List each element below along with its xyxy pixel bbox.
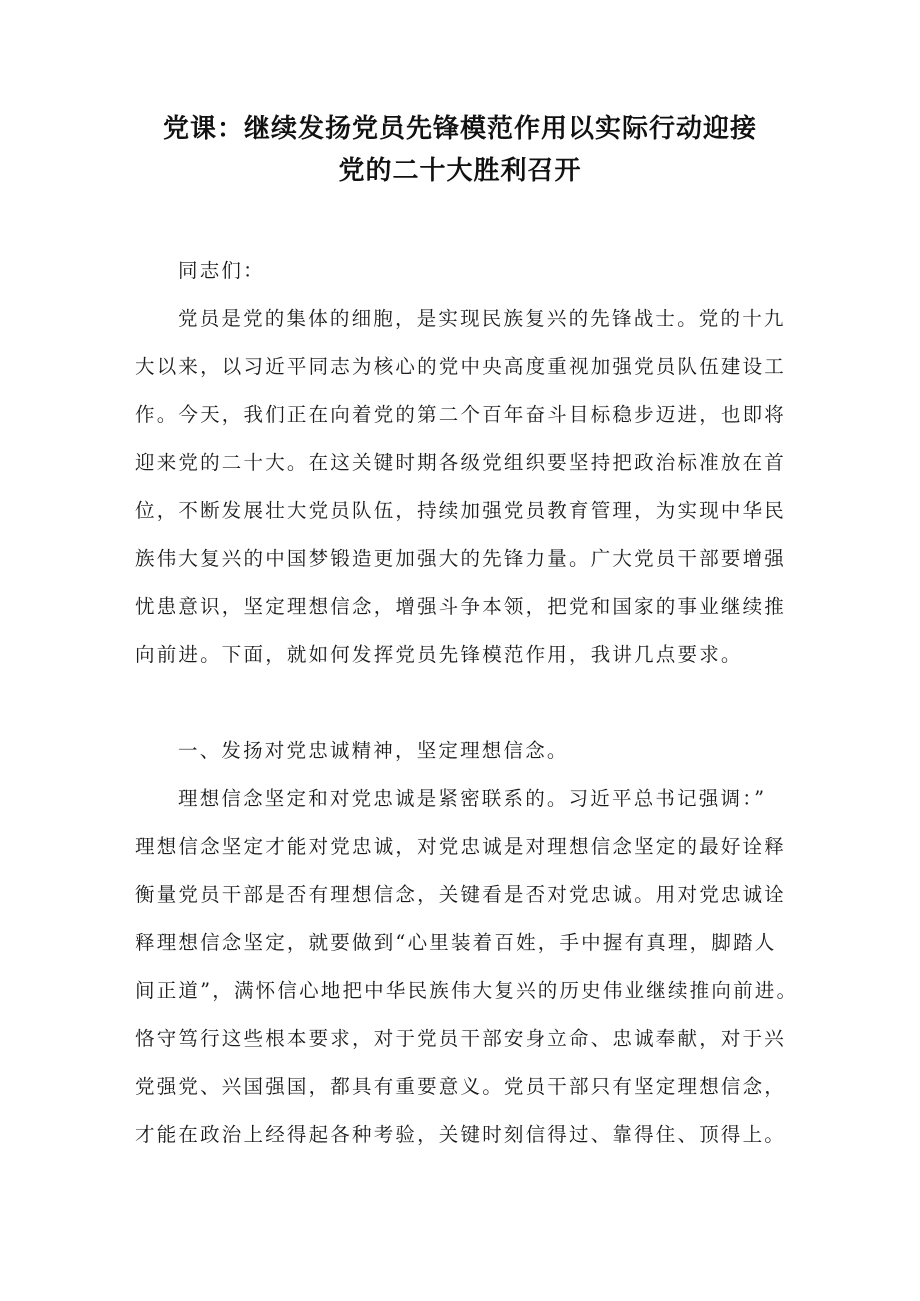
salutation: 同志们： xyxy=(178,259,265,282)
paragraph-line: 族伟大复兴的中国梦锻造更加强大的先锋力量。广大党员干部要增强 xyxy=(135,547,787,570)
paragraph-line: 位，不断发展壮大党员队伍，持续加强党员教育管理，为实现中华民 xyxy=(135,499,787,522)
document-title-line-2: 党的二十大胜利召开 xyxy=(338,156,582,186)
paragraph-line: 党强党、兴国强国，都具有重要意义。党员干部只有坚定理想信念， xyxy=(135,1075,787,1098)
paragraph-line: 才能在政治上经得起各种考验，关键时刻信得过、靠得住、顶得上。 xyxy=(135,1123,787,1146)
paragraph-line: 大以来，以习近平同志为核心的党中央高度重视加强党员队伍建设工 xyxy=(135,355,787,378)
paragraph-line: 恪守笃行这些根本要求，对于党员干部安身立命、忠诚奉献，对于兴 xyxy=(135,1027,787,1050)
document-title-line-1: 党课：继续发扬党员先锋模范作用以实际行动迎接 xyxy=(162,114,757,144)
section-heading: 一、发扬对党忠诚精神，坚定理想信念。 xyxy=(178,739,569,762)
paragraph-line: 迎来党的二十大。在这关键时期各级党组织要坚持把政治标准放在首 xyxy=(135,451,787,474)
paragraph-line: 作。今天，我们正在向着党的第二个百年奋斗目标稳步迈进，也即将 xyxy=(135,403,787,426)
paragraph-line: 忧患意识，坚定理想信念，增强斗争本领，把党和国家的事业继续推 xyxy=(135,595,787,618)
paragraph-line: 理想信念坚定才能对党忠诚，对党忠诚是对理想信念坚定的最好诠释 xyxy=(135,835,787,858)
paragraph-line: 理想信念坚定和对党忠诚是紧密联系的。习近平总书记强调：” xyxy=(178,787,767,810)
paragraph-line: 释理想信念坚定，就要做到“心里装着百姓，手中握有真理，脚踏人 xyxy=(135,931,777,954)
paragraph-line: 间正道”，满怀信心地把中华民族伟大复兴的历史伟业继续推向前进。 xyxy=(135,979,799,1002)
paragraph-line: 向前进。下面，就如何发挥党员先锋模范作用，我讲几点要求。 xyxy=(135,643,743,666)
paragraph-line: 衡量党员干部是否有理想信念，关键看是否对党忠诚。用对党忠诚诠 xyxy=(135,883,787,906)
paragraph-line: 党员是党的集体的细胞，是实现民族复兴的先锋战士。党的十九 xyxy=(178,307,786,330)
